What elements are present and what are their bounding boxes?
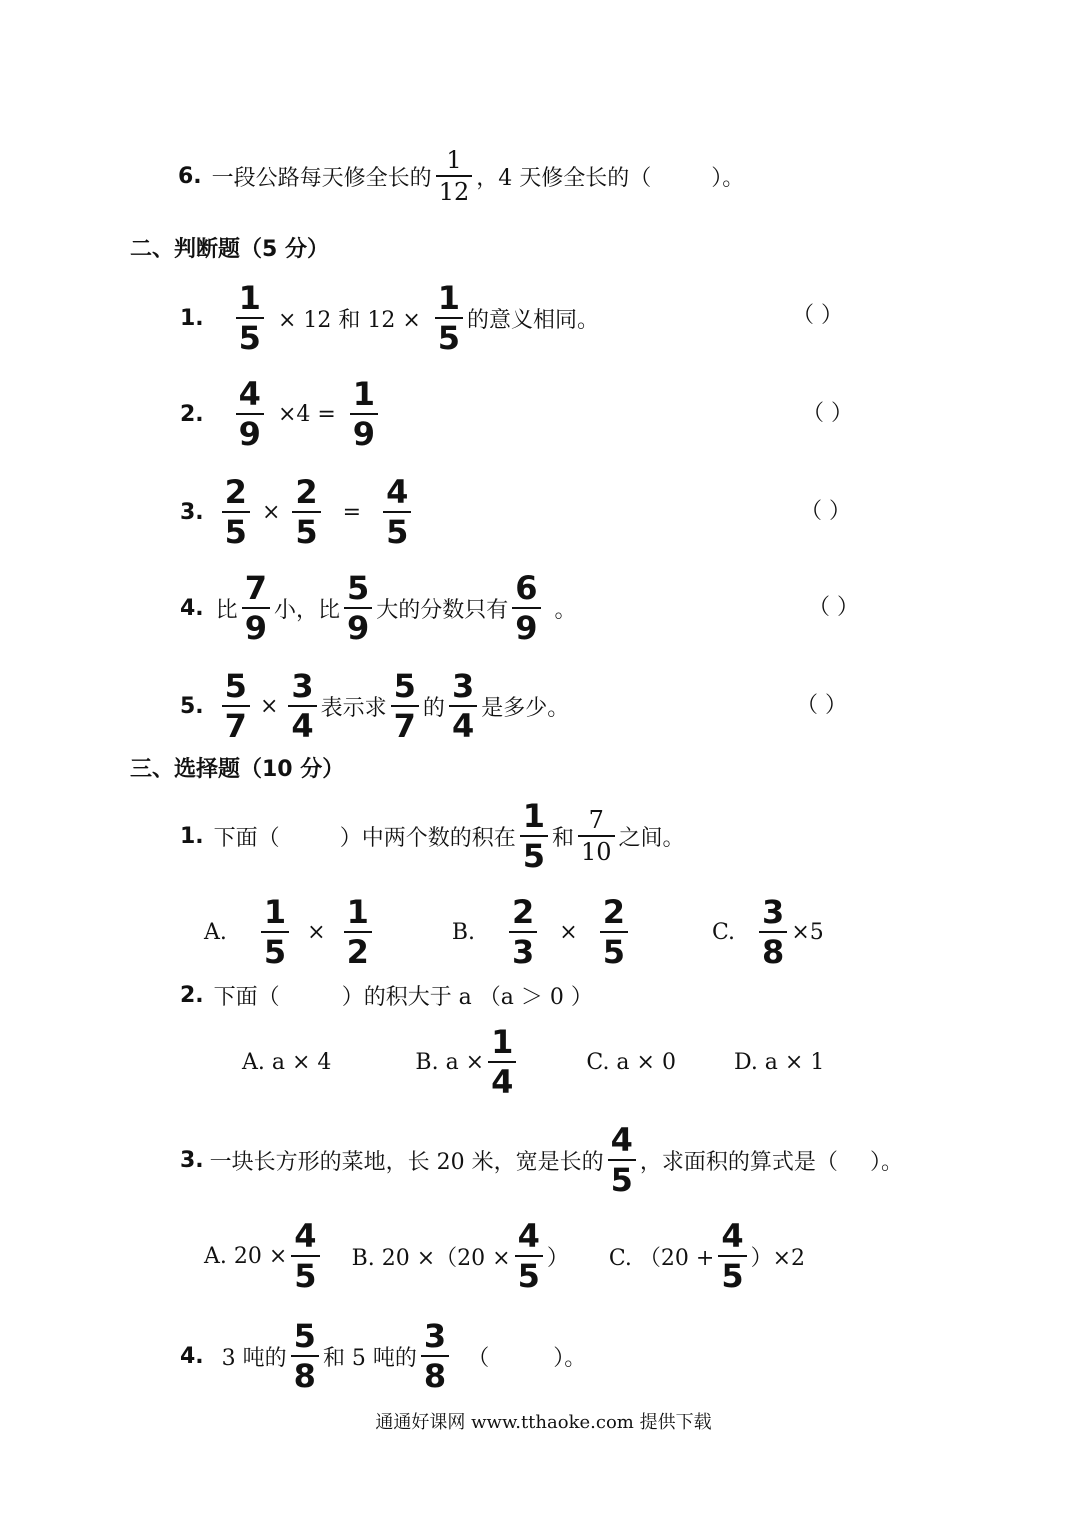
judge-question-2: 2. $\frac{4}{9}$ ×4 = $\frac{1}{9}$ <box>180 378 382 450</box>
judge-question-4: 4. 比 $\frac{7}{9}$ 小，比 $\frac{5}{9}$ 大的分数只有 $\frac{6}{9}$ 。 <box>180 569 577 647</box>
fraction: $\frac{7}{10}$ <box>578 808 615 864</box>
option-b[interactable]: B. <box>451 919 476 945</box>
fraction: $\frac{6}{9}$ <box>512 572 540 644</box>
fraction: $\frac{5}{8}$ <box>291 1320 319 1392</box>
fraction: $\frac{5}{7}$ <box>222 670 250 742</box>
judge-question-3: 3. $\frac{2}{5}$ × $\frac{2}{5}$ = $\frac{4}{5}$ <box>180 476 415 548</box>
option-b[interactable]: B. 20 ×（20 × <box>351 1245 511 1271</box>
question-text: 一段公路每天修全长的 <box>211 165 432 191</box>
footer-text: 通通好课网 www.tthaoke.com 提供下载 <box>375 1412 712 1433</box>
choice-question-4: 4. 3 吨的 $\frac{5}{8}$ 和 5 吨的 $\frac{3}{8}$ （ ）。 <box>180 1317 587 1395</box>
fraction: $\frac{5}{9}$ <box>344 572 372 644</box>
fraction: $\frac{1}{5}$ <box>435 282 463 354</box>
option-a[interactable]: A. <box>204 919 227 945</box>
section-title-judgement: 二、判断题（5 分） <box>130 237 329 262</box>
option-b[interactable]: B. a × <box>415 1049 485 1075</box>
answer-blank[interactable]: （ ） <box>800 499 851 524</box>
fraction: $\frac{3}{8}$ <box>421 1320 449 1392</box>
choice-question-2: 2. 下面（ ）的积大于 a （a ＞ 0 ） <box>180 983 593 1010</box>
fraction: $\frac{1}{9}$ <box>350 378 378 450</box>
fraction: $\frac{1}{2}$ <box>344 896 372 968</box>
fraction: $\frac{3}{4}$ <box>449 670 477 742</box>
judge-question-5: 5. $\frac{5}{7}$ × $\frac{3}{4}$ 表示求 $\frac{5}{7}$ 的 $\frac{3}{4}$ 是多少。 <box>180 667 570 745</box>
choice-1-options: A. $\frac{1}{5}$ × $\frac{1}{2}$ B. $\frac{2}{3}$ × $\frac{2}{5}$ C. $\frac{3}{8}$ ×5 <box>204 893 824 971</box>
fraction: $\frac{1}{5}$ <box>520 800 548 872</box>
option-c[interactable]: C. <box>712 919 736 945</box>
answer-blank[interactable]: （ ） <box>802 401 853 426</box>
fraction: $\frac{2}{3}$ <box>509 896 537 968</box>
option-c[interactable]: C. （20 + <box>608 1245 715 1271</box>
fraction: $\frac{1}{5}$ <box>261 896 289 968</box>
choice-question-3: 3. 一块长方形的菜地，长 20 米，宽是长的 $\frac{4}{5}$ ，求面积的算式是（ ）。 <box>180 1121 903 1199</box>
fraction: $\frac{4}{5}$ <box>608 1124 636 1196</box>
fraction: $\frac{7}{9}$ <box>242 572 270 644</box>
fraction: $\frac{5}{7}$ <box>391 670 419 742</box>
choice-question-1: 1. 下面（ ）中两个数的积在 $\frac{1}{5}$ 和 $\frac{7}{10}$ 之间。 <box>180 797 685 875</box>
fraction: $\frac{1}{4}$ <box>488 1026 516 1098</box>
question-6 <box>178 148 744 204</box>
question-number: 6. <box>178 163 202 189</box>
question-text: ，4 天修全长的（ <box>476 165 652 191</box>
option-a[interactable]: A. a × 4 <box>242 1049 332 1075</box>
fraction: $\frac{4}{9}$ <box>236 378 264 450</box>
judge-question-1: 1. $\frac{1}{5}$ × 12 和 12 × $\frac{1}{5}$ 的意义相同。 <box>180 279 600 357</box>
fraction: $\frac{1}{5}$ <box>236 282 264 354</box>
fraction: $\frac{4}{5}$ <box>718 1220 746 1292</box>
fraction: $\frac{2}{5}$ <box>292 476 320 548</box>
fraction: $\frac{4}{5}$ <box>291 1220 319 1292</box>
choice-2-options <box>242 1023 825 1101</box>
section-title-choice: 三、选择题（10 分） <box>130 757 345 782</box>
fraction: $\frac{4}{5}$ <box>383 476 411 548</box>
answer-blank[interactable]: （ ） <box>808 595 859 620</box>
fraction: $\frac{3}{8}$ <box>759 896 787 968</box>
fraction: $\frac{2}{5}$ <box>600 896 628 968</box>
question-text: ）。 <box>711 165 745 191</box>
option-c[interactable]: C. a × 0 <box>586 1049 676 1075</box>
fraction: $\frac{4}{5}$ <box>515 1220 543 1292</box>
option-d[interactable]: D. a × 1 <box>733 1049 825 1075</box>
option-a[interactable]: A. 20 × <box>204 1243 288 1269</box>
fraction: $\frac{1}{12}$ <box>436 148 473 204</box>
answer-blank[interactable]: （ ） <box>796 693 847 718</box>
fraction: $\frac{2}{5}$ <box>222 476 250 548</box>
fraction: $\frac{3}{4}$ <box>288 670 316 742</box>
choice-3-options: A. 20 × $\frac{4}{5}$ B. 20 ×（20 × $\frac{4}{5}$ ） C. （20 + $\frac{4}{5}$ ）×2 <box>204 1217 806 1295</box>
answer-blank[interactable]: （ ） <box>792 303 843 328</box>
